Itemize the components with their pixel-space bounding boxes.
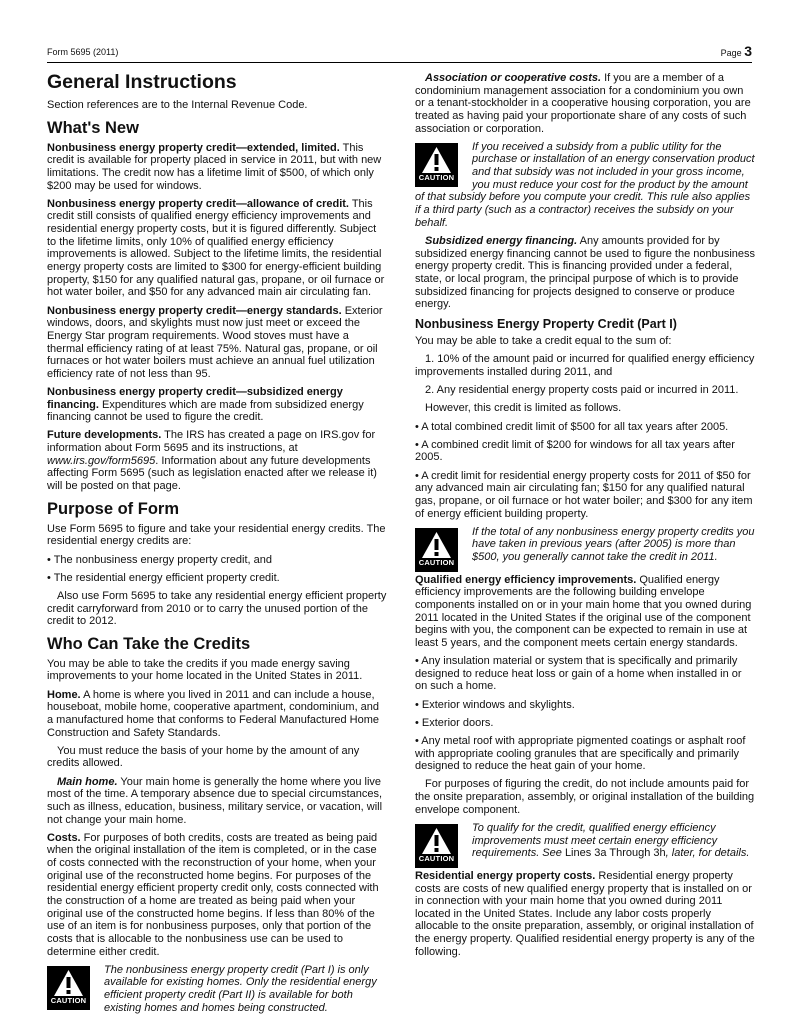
whats-new-heading: What's New [47, 118, 139, 137]
lines-reference-link[interactable]: Lines 3a Through 3h [564, 847, 666, 860]
bullet-item: • A combined credit limit of $200 for windows for all tax years after 2005. [415, 438, 735, 464]
purpose-heading: Purpose of Form [47, 499, 180, 518]
paragraph: For purposes of figuring the credit, do not include amounts paid for the onsite preparation, assembly, or original installation of the building envelope component. [415, 778, 755, 816]
section-references: Section references are to the Internal Revenue Code. [47, 99, 308, 111]
paragraph: Subsidized energy financing. Any amounts provided for by subsidized energy financing cannot be used to figure the nonbusiness energy property credit. This is financing provided under a federal, state, or local program, the principal purpose of which is to provide subsidized financing for projects designed to conserve or produce energy. [415, 234, 756, 311]
paragraph: Residential energy property costs. Residential energy property costs are costs of new qualified energy property that is installed on or in connection with your main home that you owned during 2011 located in the United States. Include any labor costs properly allocable to the onsite preparation, assembly, or original installation of the energy property. Qualified residential energy property is any of the following. [415, 869, 755, 958]
paragraph: Qualified energy efficiency improvements. Qualified energy efficiency improvements are the following building envelope components installed on or in your main home that you owned during 2011 located in the United States if the original use of the component begins with you, the component can be expected to remain in use at least 5 years, and the component meets certain energy standards. [415, 573, 752, 649]
caution-note: If the total of any nonbusiness energy property credits you have taken in previous years (after 2005) is more than $500, you generally cannot take the credit in 2011. [472, 525, 755, 563]
part1-heading: Nonbusiness Energy Property Credit (Part I) [415, 317, 677, 332]
header-rule [47, 62, 752, 63]
bullet-item: • Any metal roof with appropriate pigmented coatings or asphalt roof with appropriate cooling granules that are specifically and primarily designed to reduce the heat gain of your home. [415, 734, 746, 773]
paragraph: However, this credit is limited as follows. [425, 402, 622, 415]
paragraph: You may be able to take a credit equal to the sum of: [415, 335, 672, 348]
paragraph: Nonbusiness energy property credit—energy standards. Exterior windows, doors, and skylights must now just meet or exceed the Energy Star program requirements. Wood stoves must have a thermal efficiency rating of at least 75%. Natural gas, propane, or oil furnaces or hot water boilers must achieve an annual fuel utilization efficiency rate of not less than 95. [47, 304, 383, 380]
caution-icon: CAUTION [415, 824, 458, 868]
caution-icon: CAUTION [47, 966, 90, 1010]
page-title: General Instructions [47, 71, 237, 93]
paragraph: Nonbusiness energy property credit—extended, limited. This credit is available for property placed in service in 2011, but with new limitations. The credit now has a lifetime limit of $500, of which only $200 may be used for windows. [47, 141, 382, 192]
paragraph: You must reduce the basis of your home by the amount of any credits allowed. [47, 744, 360, 770]
page-label: Page [720, 48, 742, 58]
paragraph: Also use Form 5695 to take any residential energy efficient property credit carryforward from 2010 or to carry the unused portion of the credit to 2012. [47, 589, 387, 628]
left-column [47, 70, 387, 1020]
paragraph: Association or cooperative costs. If you are a member of a condominium management association for a condominium you own or a tenant-stockholder in a cooperative housing corporation, you are treated as having paid your proportionate share of any costs of such association or corporation. [415, 72, 751, 135]
paragraph: You may be able to take the credits if you made energy saving improvements to your home located in the United States in 2011. [47, 657, 363, 683]
paragraph: Future developments. The IRS has created a page on IRS.gov for information about Form 5695 and its instructions, at www.irs.gov/form5695. Information about any future developments affecting Form 5695 (such as legislation enacted after we release it) will be posted on that page. [47, 429, 377, 493]
bullet-item: • The nonbusiness energy property credit, and [47, 553, 273, 566]
list-item: 1. 10% of the amount paid or incurred for qualified energy efficiency improvements installed during 2011, and [415, 353, 755, 379]
paragraph: Main home. Your main home is generally the home where you live most of the time. A temporary absence due to special circumstances, such as illness, education, business, military service, or vacation, will not change your main home. [47, 775, 383, 826]
bullet-item: • A credit limit for residential energy property costs for 2011 of $50 for any advanced main air circulating fan; $150 for any qualified natural gas, propane, or oil furnace or hot water boiler; and $300 for any item of energy efficient building property. [415, 469, 753, 520]
who-heading: Who Can Take the Credits [47, 634, 251, 653]
caution-note: The nonbusiness energy property credit (Part I) is only available for existing homes. Only the residential energy efficient property credit (Part II) is available for both existing homes and homes being constructed. [104, 963, 377, 1014]
bullet-item: • Any insulation material or system that is specifically and primarily designed to reduce heat loss or gain of a home when installed in or on such a home. [415, 655, 742, 693]
page-number [721, 43, 752, 59]
list-item: 2. Any residential energy property costs paid or incurred in 2011. [425, 384, 739, 397]
caution-note: To qualify for the credit, qualified energy efficiency improvements must meet certain energy efficiency requirements. See Lines 3a Through 3h, later, for details. [472, 821, 750, 860]
right-column [415, 72, 755, 964]
form-identifier: Form 5695 (2011) [47, 47, 119, 57]
paragraph: Costs. For purposes of both credits, costs are treated as being paid when the original installation of the item is completed, or in the case of costs connected with the reconstruction of your home, when your original use of the reconstructed home begins. For purposes of the residential energy efficient property credit only, costs connected with the construction of a home are treated as being paid when your original use of the constructed home begins. If less than 80% of the use of an item is for nonbusiness purposes, only that portion of the costs that is allocable to the nonbusiness use can be used to determine either credit. [47, 831, 379, 958]
bullet-item: • Exterior doors. [415, 716, 494, 729]
bullet-item: • Exterior windows and skylights. [415, 698, 575, 711]
page-number-value: 3 [744, 43, 752, 59]
paragraph: Use Form 5695 to figure and take your residential energy credits. The residential energy credits are: [47, 522, 386, 548]
paragraph: Nonbusiness energy property credit—allowance of credit. This credit still consists of qualified energy efficiency improvements and residential energy property costs, but it is figured differently. Subject to the lifetime limits, only 10% of qualified energy efficiency improvements is allowed. Subject to the lifetime limits, the residential energy property costs are limited to $300 for energy-efficient building property, $150 for any qualified natural gas, propane, or oil furnace or hot water boiler, and $50 for any advanced main air circulating fan. [47, 197, 385, 299]
caution-icon: CAUTION [415, 528, 458, 572]
bullet-item: • The residential energy efficient property credit. [47, 571, 280, 584]
irs-link[interactable]: www.irs.gov/form5695 [47, 454, 156, 467]
caution-note: If you received a subsidy from a public utility for the purchase or installation of an energy conservation product and that subsidy was not included in your gross income, you must reduce your cost for the product by the amount of that subsidy before you compute your credit. This rule also applies if a third party (such as a contractor) receives the subsidy on your behalf. [415, 140, 755, 229]
paragraph: Nonbusiness energy property credit—subsidized energy financing. Expenditures which are made from subsidized energy financing cannot be used to figure the credit. [47, 385, 364, 424]
caution-icon: CAUTION [415, 143, 458, 187]
bullet-item: • A total combined credit limit of $500 for all tax years after 2005. [415, 420, 729, 433]
paragraph: Home. A home is where you lived in 2011 and can include a house, houseboat, mobile home, cooperative apartment, condominium, and a manufactured home that conforms to Federal Manufactured Home Construction and Safety Standards. [47, 688, 380, 739]
